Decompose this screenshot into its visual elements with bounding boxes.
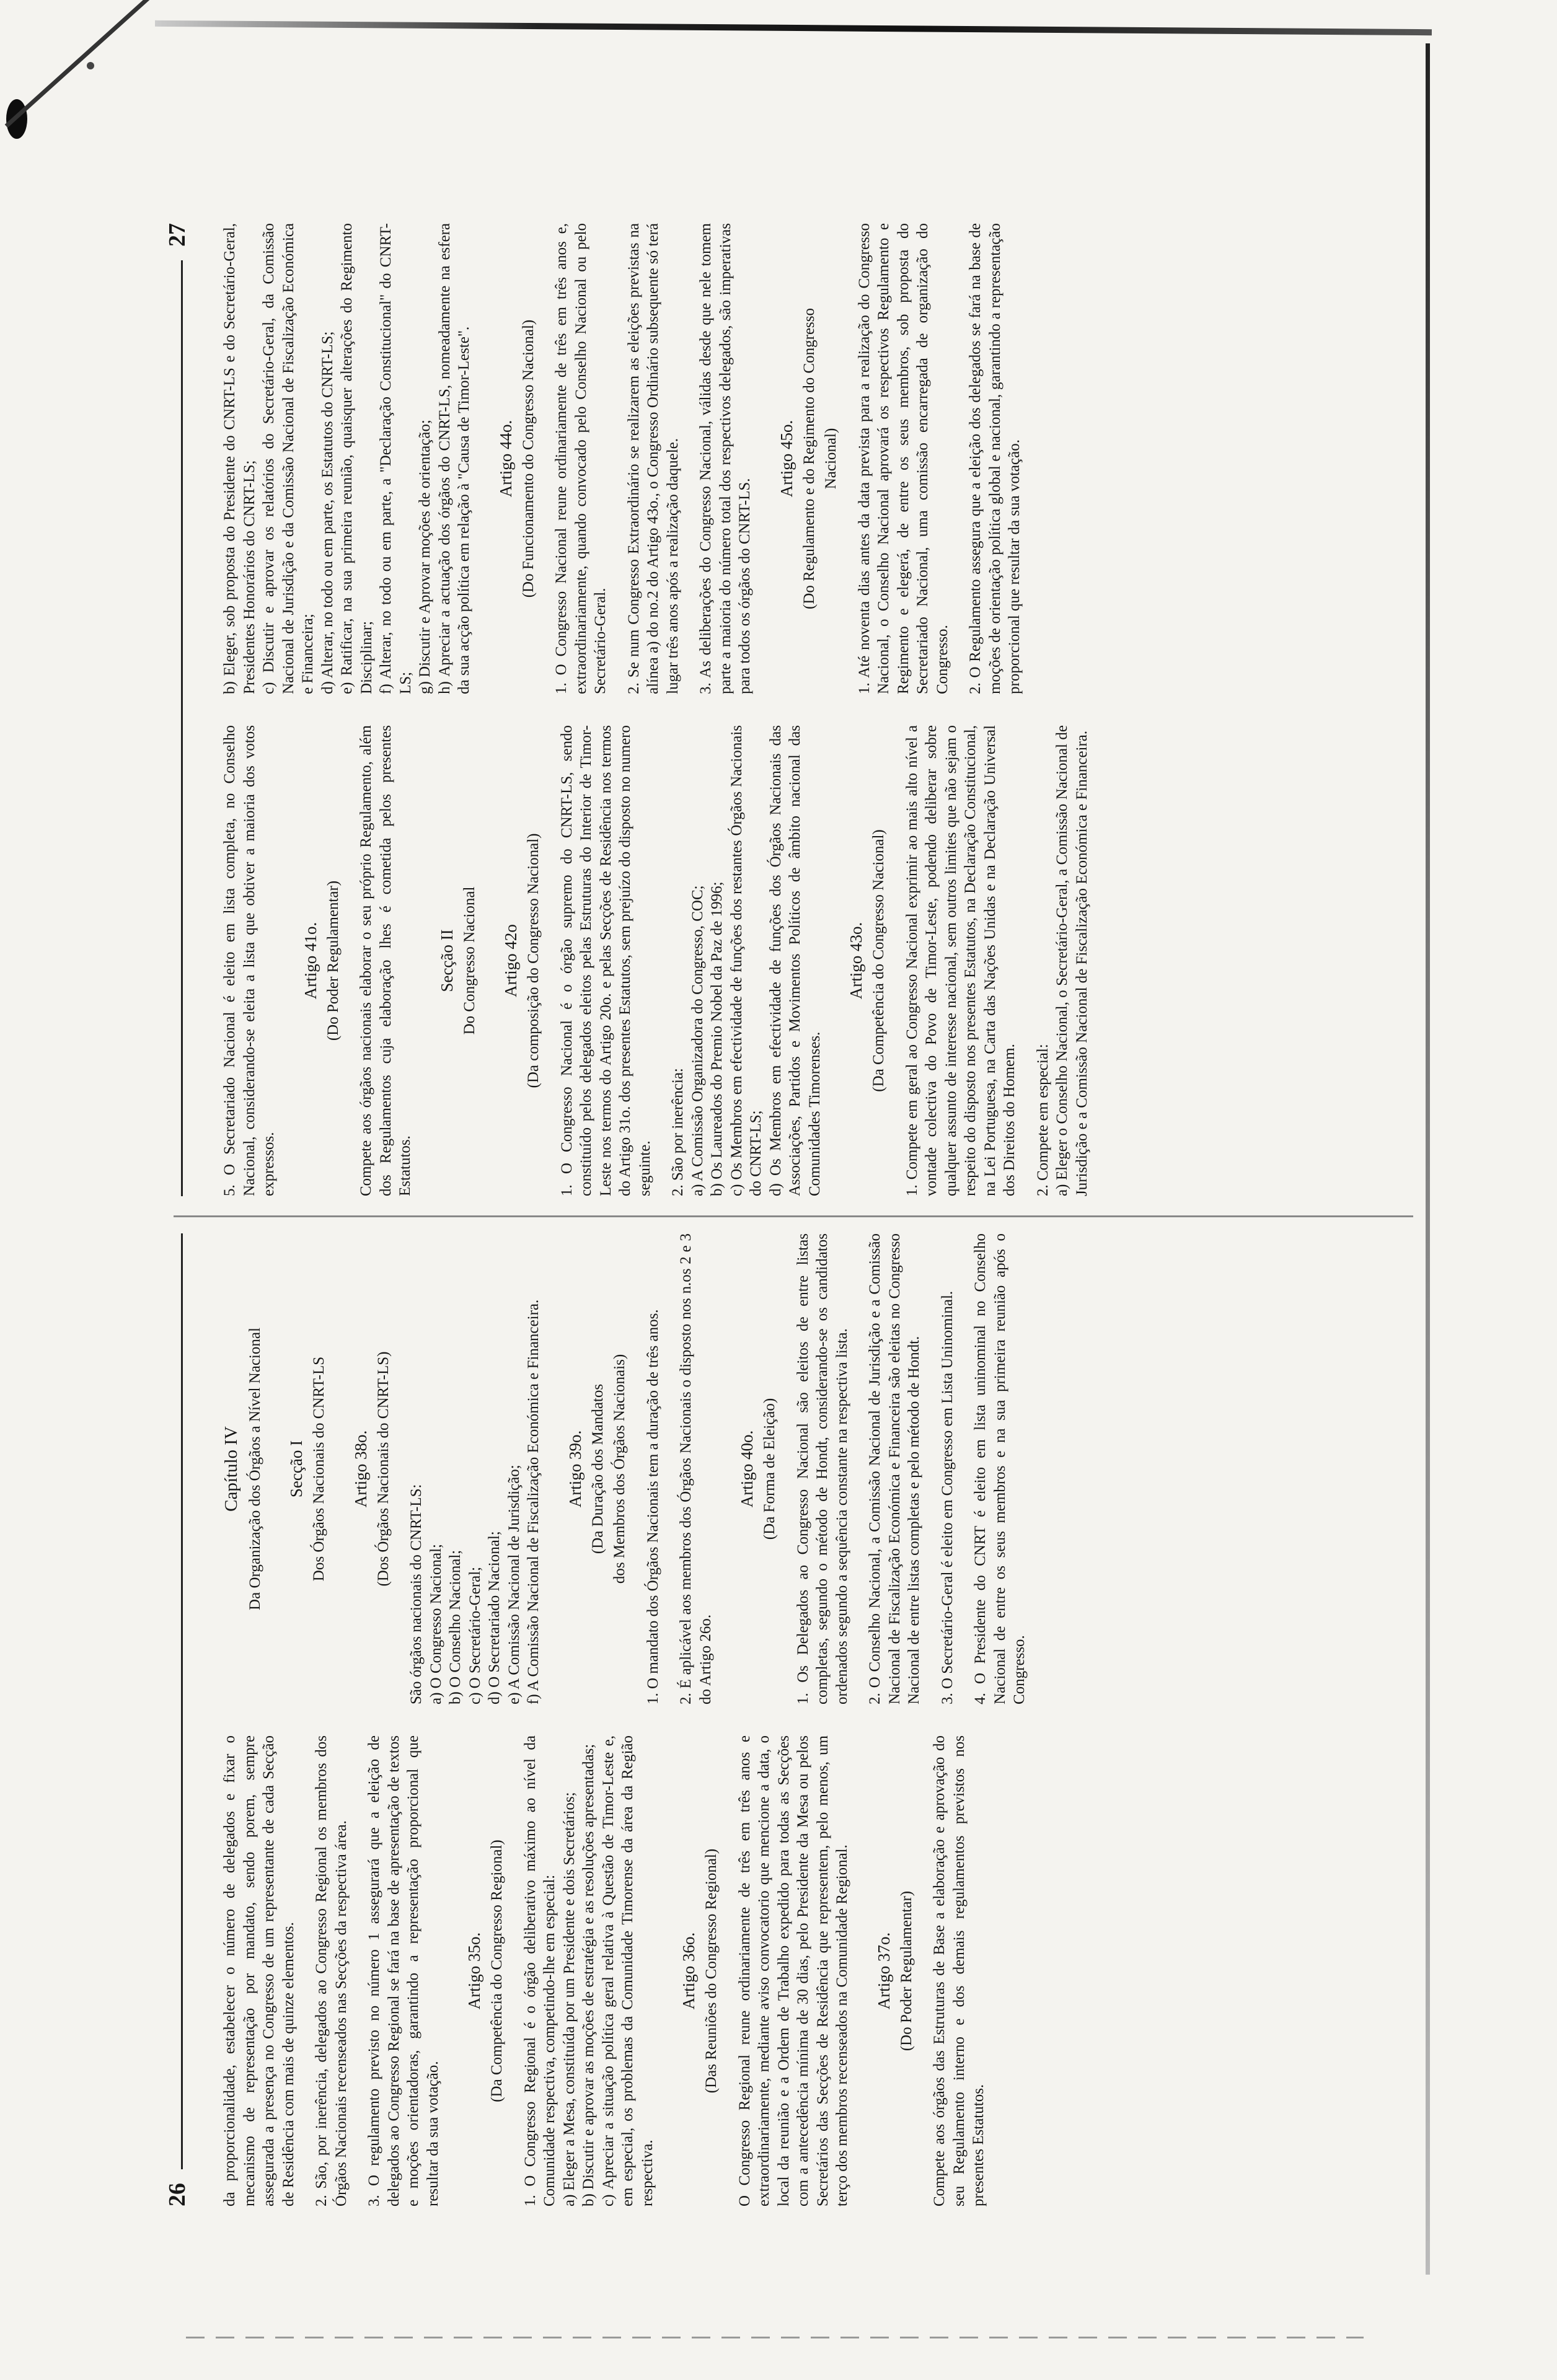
list-item: c) Apreciar a situação política geral relativa à Questão de Timor-Leste e, em especial, os problemas da Comunidade Timorense da área da Região respectiva.	[599, 1735, 656, 2206]
section-title: Secção I	[287, 1440, 306, 1498]
paragraph: da proporcionalidade, estabelecer o número de delegados e fixar o mecanismo de representação por mandato, sendo porem, sempre assegurada a presença no Congresso de um representante de cada Secção de Residência com mais de quinze elementos.	[221, 1735, 297, 2206]
list-item: 1. O Congresso Regional é o órgão deliberativo máximo ao nível da Comunidade respectiva, competindo-lhe em especial:	[521, 1735, 558, 2206]
paragraph: 2. O Regulamento assegura que a eleição dos delegados se fará na base de moções de orientação política global e nacional, garantindo a representação proporcional que resultar da sua votação.	[967, 223, 1023, 694]
page-gutter	[174, 1215, 1413, 1217]
paragraph: 1. Os Delegados ao Congresso Nacional são eleitos de entre listas completas, segundo o método de Hondt, considerando-se os candidatos ordenados segundo a sequência constante na respectiva lista.	[794, 1233, 850, 1704]
article-subtitle: (Da Forma de Eleição)	[761, 1398, 778, 1540]
article-subtitle: (Dos Órgãos Nacionais do CNRT-LS)	[374, 1351, 392, 1587]
paragraph: 1. O mandato dos Órgãos Nacionais tem a duração de três anos.	[644, 1309, 661, 1704]
paragraph: 2. É aplicável aos membros dos Órgãos Nacionais o disposto nos n.os 2 e 3 do Artigo 26o.	[677, 1233, 714, 1704]
list-item: 2. São por inerência:	[669, 1068, 687, 1196]
list-item: e) Ratificar, na sua primeira reunião, quaisquer alterações do Regimento Disciplinar;	[338, 223, 375, 694]
article-title: Artigo 42o	[501, 924, 521, 997]
paragraph: 3. As deliberações do Congresso Nacional, válidas desde que nele tomem parte a maioria do número total dos respectivos delegados, são imperativas para todos os órgãos do CNRT-LS.	[697, 223, 754, 694]
list-item: f) Alterar, no todo ou em parte, a "Declaração Constitucional" do CNRT-LS;	[377, 223, 414, 694]
scan-edge-top	[155, 20, 1432, 35]
list-item: f) A Comissão Nacional de Fiscalização Económica e Financeira.	[525, 1299, 542, 1704]
list-item: a) Eleger a Mesa, constituída por um Presidente e dois Secretários;	[560, 1792, 578, 2206]
list-item: a) O Congresso Nacional;	[427, 1544, 444, 1704]
columns	[220, 1233, 1422, 2206]
scan-edge-bottom	[186, 2337, 1364, 2338]
article-subtitle: (Da Competência do Congresso Nacional)	[870, 829, 888, 1092]
article-subtitle: (Da composição do Congresso Nacional)	[525, 833, 542, 1088]
paragraph: 4. O Presidente do CNRT é eleito em lista uninominal no Conselho Nacional de entre os seus membros e na sua primeira reunião após o Congresso.	[972, 1233, 1028, 1704]
page-number: 26	[164, 2183, 190, 2206]
header-rule	[181, 1233, 183, 2169]
column-3	[220, 725, 1422, 1196]
article-list	[521, 1735, 658, 2206]
paragraph: 1. O Congresso Nacional é o órgão supremo do CNRT-LS, sendo constituído pelos delegados eleitos pelas Estruturas do Interior de Timor-Leste nos termos do Artigo 20o. e pelas Secções de Residência nos termos do Artigo 31o. dos presentes Estatutos, sem prejuízo do disposto no numero seguinte.	[558, 725, 653, 1196]
list-item: b) O Conselho Nacional;	[447, 1549, 464, 1704]
article-title: Artigo 37o.	[874, 1932, 893, 2010]
article-list	[220, 223, 474, 694]
article-title: Artigo 40o.	[738, 1430, 757, 1508]
scanned-spread	[161, 223, 1438, 2206]
list-item: a) A Comissão Organizadora do Congresso, COC;	[689, 885, 706, 1196]
paragraph: 2. Se num Congresso Extraordinário se realizarem as eleições previstas na alínea a) do no.2 do Artigo 43o., o Congresso Ordinário subsequente só terá lugar três anos após a realização daquele.	[625, 223, 681, 694]
page-27	[161, 223, 1438, 1196]
section-subtitle: Dos Órgãos Nacionais do CNRT-LS	[311, 1356, 328, 1582]
section-title: Secção II	[437, 929, 456, 992]
list-item: c) Os Membros em efectividade de funções dos restantes Órgãos Nacionais do CNRT-LS;	[728, 725, 765, 1196]
article-title: Artigo 36o.	[679, 1932, 699, 2010]
column-1	[220, 1735, 1422, 2206]
column-4	[220, 223, 1422, 694]
article-subtitle: (Do Funcionamento do Congresso Nacional)	[519, 319, 537, 598]
paragraph: 2. São, por inerência, delegados ao Congresso Regional os membros dos Órgãos Nacionais recenseados nas Secções da respectiva área.	[313, 1735, 350, 2206]
article-subtitle: Nacional)	[823, 428, 840, 490]
article-subtitle: (Da Competência do Congresso Regional)	[488, 1840, 506, 2102]
article-title: Artigo 41o.	[301, 922, 320, 1000]
page-header	[161, 1233, 205, 2206]
paragraph: 1. O Congresso Nacional reune ordinariamente de três em três anos e, extraordinariamente, quando convocado pelo Conselho Nacional ou pelo Secretário-Geral.	[553, 223, 609, 694]
list-item: b) Eleger, sob proposta do Presidente do CNRT-LS e do Secretário-Geral, Presidentes Honorários do CNRT-LS;	[221, 223, 258, 694]
article-subtitle: (Do Poder Regulamentar)	[324, 880, 342, 1041]
article-list	[1033, 725, 1092, 1196]
article-subtitle: dos Membros dos Órgãos Nacionais)	[611, 1354, 629, 1584]
list-item: c) Discutir e aprovar os relatórios do Secretário-Geral, da Comissão Nacional de Jurisdição e da Comissão Nacional de Fiscalização Económica e Financeira;	[260, 223, 316, 694]
list-item: a) Eleger o Conselho Nacional, o Secretário-Geral, a Comissão Nacional de Jurisdição e a Comissão Nacional de Fiscalização Económica e Financeira.	[1054, 725, 1090, 1196]
article-subtitle: (Do Poder Regulamentar)	[898, 1890, 915, 2052]
article-title: Artigo 43o.	[847, 922, 866, 1000]
paragraph: Compete aos órgãos nacionais elaborar o seu próprio Regulamento, além dos Regulamentos cuja elaboração lhes é cometida pelos presentes Estatutos.	[358, 725, 414, 1196]
section-subtitle: Do Congresso Nacional	[461, 886, 478, 1035]
paragraph: 2. O Conselho Nacional, a Comissão Nacional de Jurisdição e a Comissão Nacional de Fiscalização Económica e Financeira são eleitas no Congresso Nacional de entre listas completas e pelo método de Hondt.	[867, 1233, 923, 1704]
paragraph: 5. O Secretariado Nacional é eleito em lista completa, no Conselho Nacional, considerando-se eleita a lista que obtiver a maioria dos votos expressos.	[221, 725, 277, 1196]
article-title: Artigo 45o.	[777, 420, 796, 498]
paragraph: 1. Até noventa dias antes da data prevista para a realização do Congresso Nacional, o Conselho Nacional aprovará os respectivos Regulamento e Regimento e elegerá, de entre os seus membros, sob proposta do Secretariado Nacional, uma comissão encarregada de organização do Congresso.	[855, 223, 951, 694]
article-title: Artigo 35o.	[465, 1932, 483, 2010]
scan-speck-small	[87, 62, 94, 69]
columns	[220, 223, 1422, 1196]
article-subtitle: (Das Reuniões do Congresso Regional)	[703, 1848, 720, 2094]
page-header	[161, 223, 205, 1196]
list-item: d) O Secretariado Nacional;	[486, 1531, 503, 1704]
header-rule	[181, 260, 183, 1196]
chapter-subtitle: Da Organização dos Órgãos a Nível Nacional	[246, 1328, 263, 1610]
article-subtitle: (Do Regulamento e do Regimento do Congresso	[800, 307, 818, 610]
paragraph: Compete aos órgãos das Estruturas de Base a elaboração e aprovação do seu Regulamento interno e dos demais regulamentos previstos nos presentes Estatutos.	[931, 1735, 987, 2206]
page-number: 27	[164, 223, 190, 247]
paragraph: 3. O Secretário-Geral é eleito em Congresso em Lista Uninominal.	[938, 1290, 956, 1704]
article-subtitle: (Da Duração dos Mandatos	[589, 1383, 606, 1554]
list-item: b) Os Laureados do Premio Nobel da Paz de 1996;	[708, 881, 726, 1196]
column-2	[220, 1233, 1422, 1704]
article-title: Artigo 44o.	[496, 420, 515, 498]
page-26	[161, 1233, 1438, 2206]
paragraph: 1. Compete em geral ao Congresso Nacional exprimir ao mais alto nível a vontade colectiva do Povo de Timor-Leste, podendo deliberar sobre qualquer assunto de interesse nacional, sem outros limites que não sejam o respeito do disposto nos presentes Estatutos, na Declaração Constitucional, na Lei Portuguesa, na Carta das Nações Unidas e na Declaração Universal dos Direitos do Homem.	[903, 725, 1018, 1196]
article-list	[407, 1233, 544, 1704]
article-list	[668, 725, 824, 1196]
list-item: São órgãos nacionais do CNRT-LS:	[408, 1484, 425, 1704]
paragraph: O Congresso Regional reune ordinariamente de três em três anos e extraordinariamente, mediante aviso convocatorio que mencione a data, o local da reunião e a Ordem de Trabalho expedido para todas as Secções com a antecedência mínima de 30 dias, pelo Presidente da Mesa ou pelos Secretários das Secções de Residência que representem, pelo menos, um terço dos membros recenseados na Comunidade Regional.	[736, 1735, 851, 2206]
list-item: h) Apreciar a actuação dos órgãos do CNRT-LS, nomeadamente na esfera da sua acção política em relação à "Causa de Timor-Leste".	[436, 223, 472, 694]
scan-folded-corner	[5, 0, 247, 128]
article-title: Artigo 39o.	[565, 1430, 584, 1508]
list-item: e) A Comissão Nacional de Jurisdição;	[505, 1465, 523, 1704]
list-item: d) Alterar, no todo ou em parte, os Estatutos do CNRT-LS;	[319, 331, 336, 694]
list-item: d) Os Membros em efectividade de funções dos Órgãos Nacionais das Associações, Partidos e Movimentos Políticos de âmbito nacional das Comunidades Timorenses.	[767, 725, 823, 1196]
chapter-title: Capítulo IV	[221, 1426, 241, 1512]
list-item: g) Discutir e Aprovar moções de orientação;	[417, 420, 433, 694]
list-item: b) Discutir e aprovar as moções de estratégia e as resoluções apresentadas;	[580, 1743, 598, 2206]
list-item: 2. Compete em especial:	[1034, 1044, 1051, 1196]
article-title: Artigo 38o.	[351, 1430, 370, 1508]
paragraph: 3. O regulamento previsto no número 1 assegurará que a eleição de delegados ao Congresso Regional se fará na base de apresentação de textos e moções orientadoras, garantindo a representação proporcional que resultar da sua votação.	[366, 1735, 441, 2206]
list-item: c) O Secretário-Geral;	[466, 1566, 483, 1704]
